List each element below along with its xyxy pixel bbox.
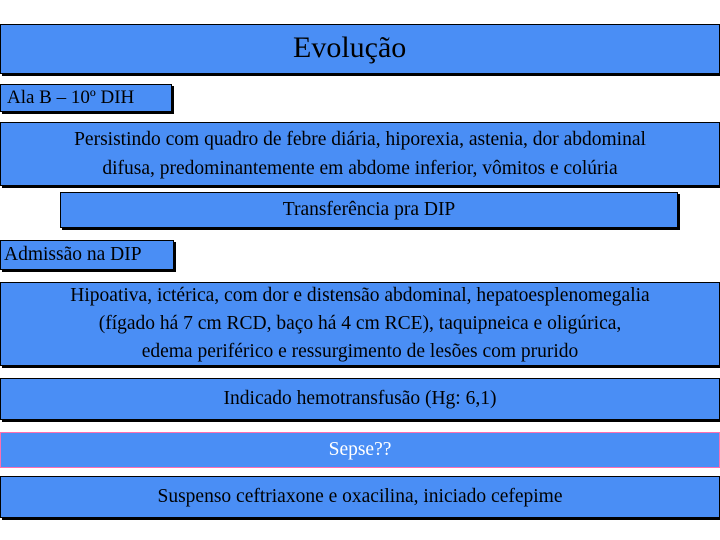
admission-box <box>0 240 174 270</box>
transfer-box <box>60 192 678 228</box>
persisting-line-1: Persistindo com quadro de febre diária, hiporexia, astenia, dor abdominal <box>74 129 646 150</box>
transfusion-box <box>0 378 720 420</box>
antibiotics-box <box>0 476 720 518</box>
persisting-symptoms-box <box>0 122 720 186</box>
transfer-label: Transferência pra DIP <box>282 199 456 220</box>
exam-line-1: Hipoativa, ictérica, com dor e distensão abdominal, hepatoesplenomegalia <box>70 285 650 306</box>
exam-findings-box <box>0 282 720 366</box>
transfusion-label: Indicado hemotransfusão (Hg: 6,1) <box>223 388 497 409</box>
antibiotics-label: Suspenso ceftriaxone e oxacilina, iniciado cefepime <box>157 486 563 507</box>
ward-day-label: Ala B – 10º DIH <box>7 87 135 108</box>
exam-line-2: (fígado há 7 cm RCD, baço há 4 cm RCE), taquipneica e oligúrica, <box>98 313 622 334</box>
slide-title-box <box>0 24 720 74</box>
admission-label: Admissão na DIP <box>4 244 142 265</box>
persisting-line-2: difusa, predominantemente em abdome inferior, vômitos e colúria <box>102 158 618 179</box>
sepsis-box <box>0 432 720 468</box>
exam-line-3: edema periférico e ressurgimento de lesões com prurido <box>141 341 579 362</box>
slide-title: Evolução <box>293 31 407 64</box>
sepsis-label: Sepse?? <box>328 439 392 460</box>
ward-day-box <box>0 84 172 112</box>
